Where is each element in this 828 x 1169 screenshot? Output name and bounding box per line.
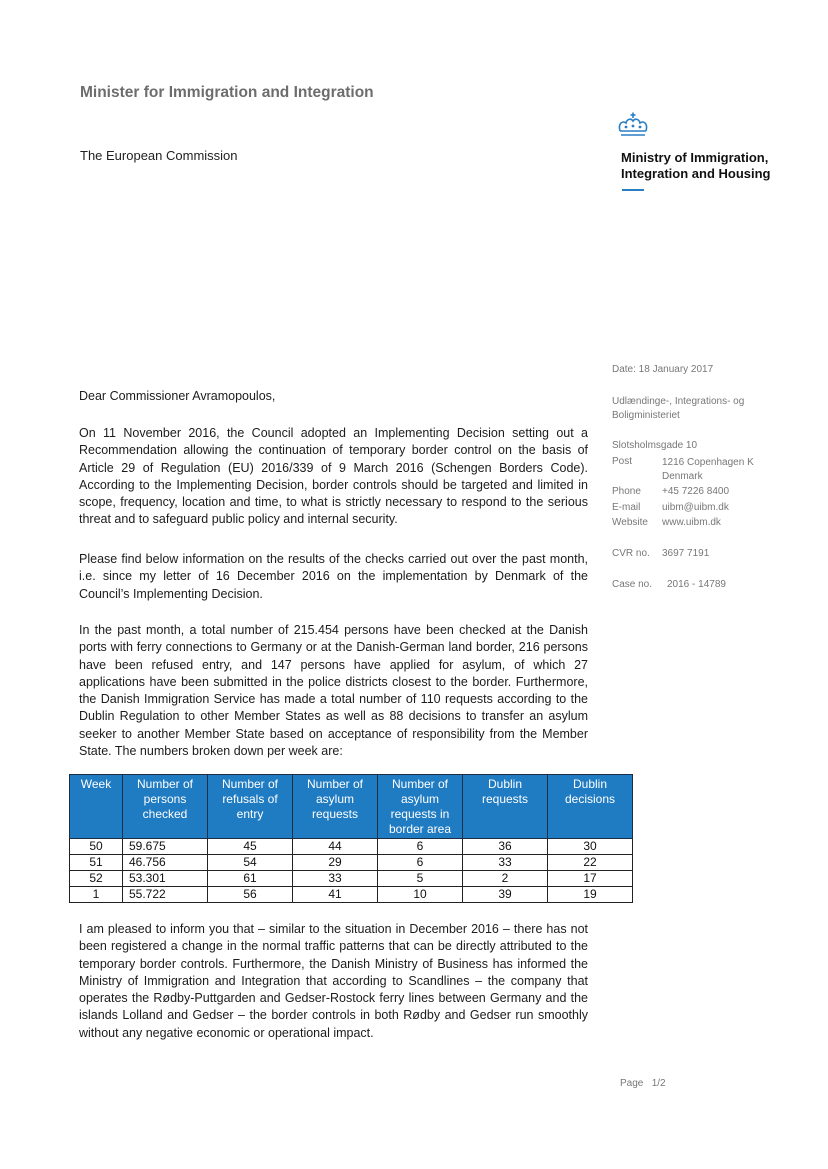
table-cell: 52	[70, 871, 123, 887]
table-header-line: checked	[142, 807, 188, 821]
table-header-line: border area	[388, 822, 452, 836]
case-label: Case no.	[612, 579, 653, 590]
table-header-line: Number of	[306, 777, 364, 791]
table-header-row	[70, 775, 633, 839]
ministry-name-line1: Ministry of Immigration,	[621, 150, 769, 165]
table-header-cell	[293, 775, 378, 839]
crown-icon	[616, 112, 650, 138]
table-row	[70, 855, 633, 871]
department-line1: Udlændinge-, Integrations- og	[612, 396, 745, 407]
table-header-line: Dublin	[572, 777, 608, 791]
website-link[interactable]: www.uibm.dk	[662, 517, 721, 528]
table-header-line: entry	[236, 807, 264, 821]
case-value: 2016 - 14789	[667, 579, 726, 590]
paragraph-4: I am pleased to inform you that – similar to the situation in December 2016 – there has not been registered a change in the normal traffic patterns that can be directly attributed to the temporary border controls. Furthermore, the Danish Ministry of Business has informed the Ministry of Immigration and Integration that according to Scandlines – the company that operates the Rødby-Puttgarden and Gedser-Rostock ferry lines between Germany and the islands Lolland and Gedser – the border controls in both Rødby and Gedser run smoothly without any negative economic or operational impact.	[79, 922, 588, 1040]
cvr-value: 3697 7191	[662, 548, 710, 559]
ministry-accent-rule	[622, 189, 644, 191]
table-header-line: requests	[481, 792, 529, 806]
letter-date: Date: 18 January 2017	[612, 364, 714, 375]
table-header-line: requests	[311, 807, 359, 821]
website-label: Website	[612, 517, 648, 528]
table-cell: 33	[293, 871, 378, 887]
table-header-line: asylum	[400, 792, 439, 806]
table-cell: 56	[208, 887, 293, 903]
table-cell: 53.301	[123, 871, 208, 887]
table-cell: 29	[293, 855, 378, 871]
addressee: The European Commission	[80, 148, 238, 163]
table-header-cell	[548, 775, 633, 839]
table-header-cell	[123, 775, 208, 839]
table-header-line: Number of	[221, 777, 279, 791]
table-header-cell	[70, 775, 123, 839]
table-row	[70, 839, 633, 855]
table-cell: 6	[378, 839, 463, 855]
table-header-line: persons	[143, 792, 187, 806]
table-header-line: decisions	[564, 792, 616, 806]
table-cell: 33	[463, 855, 548, 871]
table-header-line: refusals of	[222, 792, 278, 806]
table-cell: 41	[293, 887, 378, 903]
table-header-line: Number of	[136, 777, 194, 791]
table-cell: 17	[548, 871, 633, 887]
street-address: Slotsholmsgade 10	[612, 440, 698, 451]
table-cell: 50	[70, 839, 123, 855]
table-header-cell	[208, 775, 293, 839]
email-row	[612, 502, 729, 513]
website-row	[612, 517, 721, 528]
table-cell: 45	[208, 839, 293, 855]
table-header-line: asylum	[315, 792, 354, 806]
table-cell: 39	[463, 887, 548, 903]
page-label: Page	[620, 1078, 644, 1089]
table-cell: 55.722	[123, 887, 208, 903]
cvr-row	[612, 548, 709, 559]
salutation: Dear Commissioner Avramopoulos,	[79, 389, 276, 403]
table-cell: 6	[378, 855, 463, 871]
department-name	[612, 395, 772, 423]
post-label: Post	[612, 456, 633, 467]
post-line2: Denmark	[662, 471, 703, 482]
table-cell: 22	[548, 855, 633, 871]
table-header-cell	[463, 775, 548, 839]
minister-heading: Minister for Immigration and Integration	[80, 84, 374, 101]
table-cell: 51	[70, 855, 123, 871]
table-header-cell	[378, 775, 463, 839]
case-row	[612, 579, 726, 590]
email-link[interactable]: uibm@uibm.dk	[662, 502, 729, 513]
cvr-label: CVR no.	[612, 548, 650, 559]
ministry-name-line2: Integration and Housing	[621, 166, 771, 181]
table-body	[70, 839, 633, 903]
email-label: E-mail	[612, 502, 641, 513]
phone-label: Phone	[612, 486, 641, 497]
table-row	[70, 887, 633, 903]
table-cell: 30	[548, 839, 633, 855]
ministry-name	[621, 150, 811, 182]
table-cell: 54	[208, 855, 293, 871]
table-cell: 5	[378, 871, 463, 887]
table-header-line: requests in	[390, 807, 450, 821]
table-cell: 61	[208, 871, 293, 887]
table-row	[70, 871, 633, 887]
weekly-statistics-table	[69, 774, 633, 903]
table-header-line: Dublin	[487, 777, 523, 791]
table-cell: 2	[463, 871, 548, 887]
paragraph-2: Please find below information on the results of the checks carried out over the past month, i.e. since my letter of 16 December 2016 on the implementation by Denmark of the Council’s Implementing Decision.	[79, 552, 588, 601]
post-line1: 1216 Copenhagen K	[662, 457, 754, 468]
table-cell: 36	[463, 839, 548, 855]
paragraph-1: On 11 November 2016, the Council adopted an Implementing Decision setting out a Recommendation allowing the continuation of temporary border control on the basis of Article 29 of Regulation (EU) 2016/339 of 9 March 2016 (Schengen Borders Code). According to the Implementing Decision, border controls should be targeted and limited in scope, frequency, location and time, to what is strictly necessary to respond to the serious threat and to safeguard public policy and internal security.	[79, 426, 588, 527]
paragraph-3: In the past month, a total number of 215.454 persons have been checked at the Danish ports with ferry connections to Germany or at the Danish-German land border, 216 persons have been refused entry, and 147 persons have applied for asylum, of which 27 applications have been submitted in the police districts closest to the border. Furthermore, the Danish Immigration Service has made a total number of 110 requests according to the Dublin Regulation to other Member States as well as 88 decisions to transfer an asylum seeker to another Member State based on acceptance of responsibility from the Member State. The numbers broken down per week are:	[79, 623, 588, 759]
department-line2: Boligministeriet	[612, 410, 680, 421]
table-cell: 46.756	[123, 855, 208, 871]
table-cell: 44	[293, 839, 378, 855]
table-cell: 1	[70, 887, 123, 903]
table-cell: 19	[548, 887, 633, 903]
table-cell: 59.675	[123, 839, 208, 855]
phone-value: +45 7226 8400	[662, 486, 730, 497]
post-address	[612, 456, 762, 484]
table-cell: 10	[378, 887, 463, 903]
table-header-line: Week	[80, 777, 112, 791]
phone-row	[612, 486, 729, 497]
table-header-line: Number of	[391, 777, 449, 791]
page-number	[620, 1078, 666, 1089]
page-value: 1/2	[651, 1078, 666, 1089]
